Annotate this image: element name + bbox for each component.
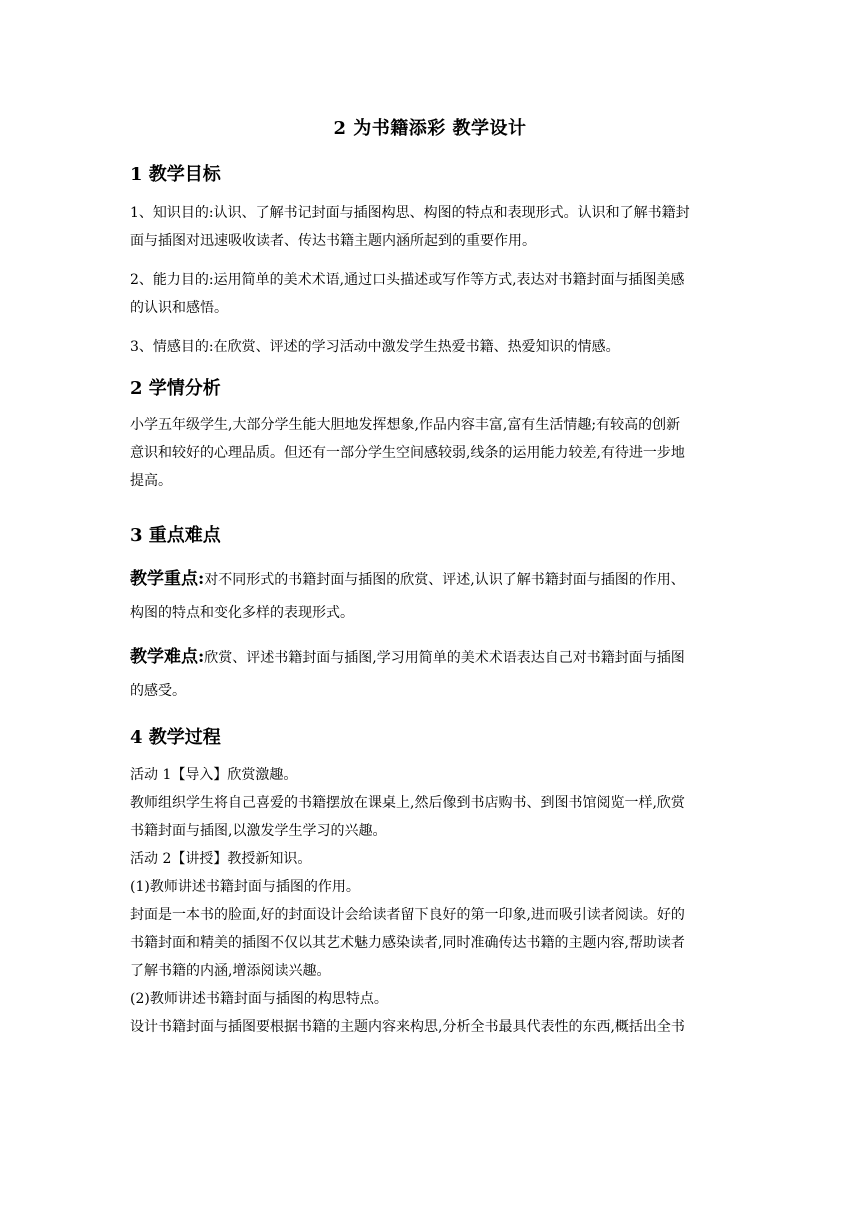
text-line: 设计书籍封面与插图要根据书籍的主题内容来构思,分析全书最具代表性的东西,概括出全书	[130, 1019, 685, 1035]
text-line: 提高。	[130, 473, 172, 489]
process-body	[130, 761, 740, 1041]
section-heading-process: 4 教学过程	[130, 727, 221, 748]
analysis-paragraph	[130, 411, 740, 495]
text-line: 面与插图对迅速吸收读者、传达书籍主题内涵所起到的重要作用。	[130, 233, 536, 249]
section-heading-analysis: 2 学情分析	[130, 378, 221, 399]
key-point-text: 对不同形式的书籍封面与插图的欣赏、评述,认识了解书籍封面与插图的作用、	[204, 572, 685, 588]
text-line: 的感受。	[130, 683, 186, 699]
text-line: 1、知识目的:认识、了解书记封面与插图构思、构图的特点和表现形式。认识和了解书籍封	[130, 205, 690, 221]
document-title: 2 为书籍添彩 教学设计	[333, 118, 527, 139]
text-line: (1)教师讲述书籍封面与插图的作用。	[130, 879, 360, 895]
text-line: 的认识和感悟。	[130, 300, 228, 316]
text-line: 3、情感目的:在欣赏、评述的学习活动中激发学生热爱书籍、热爱知识的情感。	[130, 339, 620, 355]
difficulty-paragraph	[130, 643, 740, 705]
difficulty-label: 教学难点:	[130, 647, 205, 667]
text-line: 意识和较好的心理品质。但还有一部分学生空间感较弱,线条的运用能力较差,有待进一步地	[130, 445, 685, 461]
section-heading-key-points: 3 重点难点	[130, 525, 221, 546]
text-line: 封面是一本书的脸面,好的封面设计会给读者留下良好的第一印象,进而吸引读者阅读。好的	[130, 907, 685, 923]
objective-ability	[130, 266, 740, 322]
objective-emotion	[130, 333, 740, 361]
text-line: (2)教师讲述书籍封面与插图的构思特点。	[130, 991, 388, 1007]
text-line: 教师组织学生将自己喜爱的书籍摆放在课桌上,然后像到书店购书、到图书馆阅览一样,欣赏	[130, 795, 685, 811]
text-line: 构图的特点和变化多样的表现形式。	[130, 605, 354, 621]
text-line	[130, 643, 740, 671]
text-line: 活动 1【导入】欣赏激趣。	[130, 767, 298, 783]
text-line	[130, 565, 740, 593]
text-line: 2、能力目的:运用简单的美术术语,通过口头描述或写作等方式,表达对书籍封面与插图美感	[130, 272, 685, 288]
key-point-label: 教学重点:	[130, 569, 205, 589]
text-line: 书籍封面和精美的插图不仅以其艺术魅力感染读者,同时准确传达书籍的主题内容,帮助读者	[130, 935, 685, 951]
key-point-paragraph	[130, 565, 740, 627]
section-heading-objectives: 1 教学目标	[130, 164, 221, 185]
difficulty-text: 欣赏、评述书籍封面与插图,学习用简单的美术术语表达自己对书籍封面与插图	[204, 650, 685, 666]
text-line: 小学五年级学生,大部分学生能大胆地发挥想象,作品内容丰富,富有生活情趣;有较高的创新	[130, 417, 681, 433]
text-line: 书籍封面与插图,以激发学生学习的兴趣。	[130, 823, 387, 839]
objective-knowledge	[130, 199, 740, 255]
text-line: 了解书籍的内涵,增添阅读兴趣。	[130, 963, 331, 979]
text-line: 活动 2【讲授】教授新知识。	[130, 851, 312, 867]
